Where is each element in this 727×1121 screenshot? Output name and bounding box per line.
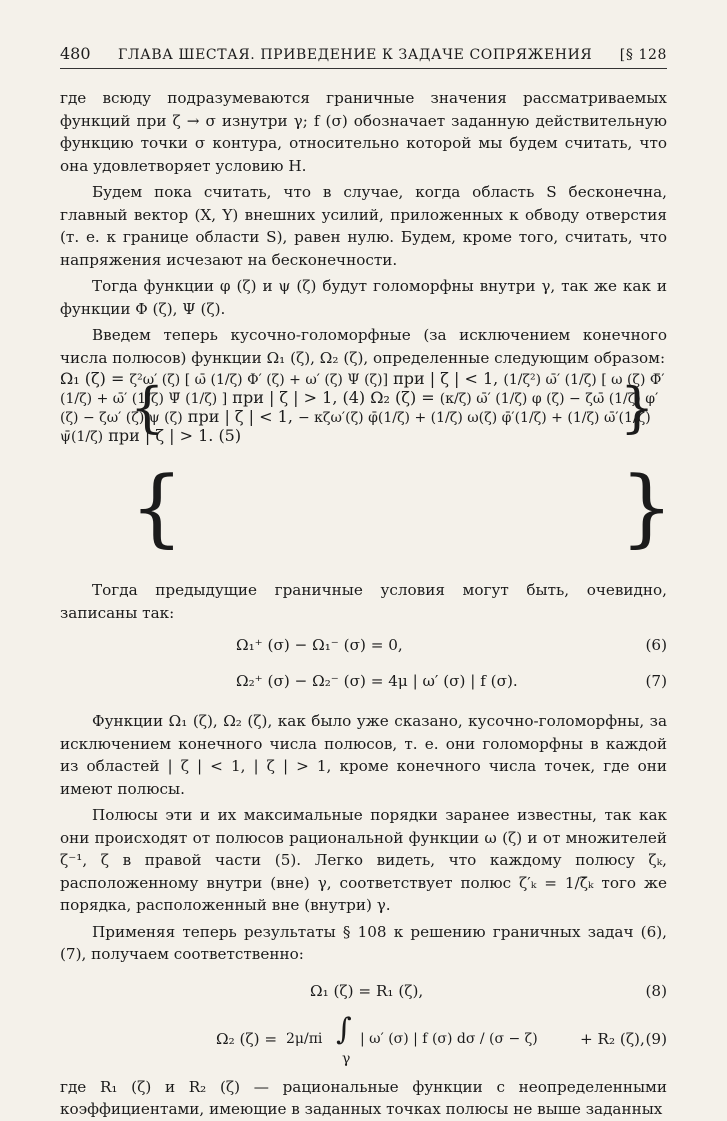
eq9-number: (9) [645,1029,667,1048]
eq4-right-brace: } [620,376,655,439]
paragraph-3: Тогда функции φ (ζ) и ψ (ζ) будут голоморфны внутри γ, так же как и функции Φ (ζ), Ψ (ζ). [60,277,667,318]
eq7-body: Ω₂⁺ (σ) − Ω₂⁻ (σ) = 4μ | ω′ (σ) | f (σ). [236,672,518,690]
paragraph-2: Будем пока считать, что в случае, когда область S бесконечна, главный вектор (X, Y) внешних усилий, приложенных к обводу отверстия (т. е. к границе области S), равен нулю. Будем, кроме того, считать, что напряжения исчезают на бесконечности. [60,183,667,269]
eq9-rhs: + R₂ (ζ), [580,1029,645,1048]
page [60,44,674,1121]
equation-9 [60,1012,667,1070]
eq4-cond1: при | ζ | < 1, [393,369,499,388]
paragraph-7: Полюсы эти и их максимальные порядки заранее известны, так как они происходят от полюсов рациональной функции ω (ζ) и от множителей ζ⁻¹, ζ в правой части (5). Легко видеть, что каждому полюсу ζₖ, расположенному внутри (вне) γ, соответствует полюс ζ′ₖ = 1/ζ̄ₖ того же порядка, расположенный вне (внутри) γ. [60,806,667,914]
running-title: ГЛАВА ШЕСТАЯ. ПРИВЕДЕНИЕ К ЗАДАЧЕ СОПРЯЖЕНИЯ [118,47,593,63]
page-number: 480 [60,44,91,63]
paragraph-4: Введем теперь кусочно-голоморфные (за исключением конечного числа полюсов) функции Ω₁ (ζ), Ω₂ (ζ), определенные следующим образом: [60,326,667,367]
eq8-body: Ω₁ (ζ) = R₁ (ζ), [310,981,424,1000]
eq6-body: Ω₁⁺ (σ) − Ω₁⁻ (σ) = 0, [236,636,403,654]
paragraph-9: где R₁ (ζ) и R₂ (ζ) — рациональные функции с неопределенными коэффициентами, имеющие в заданных точках полюсы не выше заданных [60,1077,667,1118]
equation-8 [60,972,667,1006]
eq7-number: (7) [645,672,667,690]
integral-sign: ∫ [336,1011,352,1047]
running-header [60,44,667,69]
section-mark: [§ 128 [619,47,667,63]
eq4-cond2: при | ζ | > 1, [232,388,338,407]
eq5-number: (5) [218,426,242,445]
eq9-coefficient: 2μ/πi [286,1030,323,1047]
eq9-integrand: | ω′ (σ) | f (σ) dσ / (σ − ζ) [360,1030,538,1047]
eq5-right-brace: } [620,458,674,556]
eq8-number: (8) [645,981,667,1000]
equations-4-5 [60,369,674,579]
paragraph-1: где всюду подразумеваются граничные значения рассматриваемых функций при ζ → σ изнутри γ; f (σ) обозначает заданную действительную функцию точки σ контура, относительно которой мы будем считать, что она удовлетворяет условию H. [60,89,667,175]
eq5-lhs: Ω₂ (ζ) = [370,388,435,407]
eq4-number: (4) [342,388,366,407]
eq9-contour: γ [342,1050,351,1067]
paragraph-8: Применяя теперь результаты § 108 к решению граничных задач (6), (7), получаем соответственно: [60,922,667,963]
equation-7 [60,668,667,700]
eq5-line1: (κ/ζ) ω̄′ (1/ζ) φ (ζ) − ζω̄ (1/ζ) φ′ (ζ) − ζω′ (ζ) ψ (ζ) [60,391,659,426]
eq5-left-brace: { [130,458,184,556]
paragraph-5: Тогда предыдущие граничные условия могут быть, очевидно, записаны так: [60,581,667,622]
eq5-cond1: при | ζ | < 1, [187,407,293,426]
eq4-line1: ζ²ω′ (ζ) [ ω̄ (1/ζ) Φ′ (ζ) + ω′ (ζ) Ψ (ζ)] [129,372,389,388]
eq4-lhs: Ω₁ (ζ) = [60,369,125,388]
eq9-lhs: Ω₂ (ζ) = [216,1029,278,1048]
eq5-line2: − κζω′(ζ) φ̄(1/ζ) + (1/ζ) ω(ζ) φ̄′(1/ζ) + (1/ζ) ω̄′(1/ζ) ψ̄(1/ζ) [60,410,651,445]
paragraph-6: Функции Ω₁ (ζ), Ω₂ (ζ), как было уже сказано, кусочно-голоморфны, за исключением конечного числа полюсов, т. е. они голоморфны в каждой из областей | ζ | < 1, | ζ | > 1, кроме конечного числа точек, где они имеют полюсы. [60,712,667,798]
equation-6 [60,630,667,662]
eq6-number: (6) [645,636,667,654]
eq4-left-brace: { [130,376,165,439]
eq5-cond2: при | ζ | > 1. [108,426,214,445]
eq4-line2: (1/ζ²) ω̄′ (1/ζ) [ ω (ζ) Φ̄′ (1/ζ) + ω̄′ (1/ζ) Ψ̄ (1/ζ) ] [60,372,665,407]
